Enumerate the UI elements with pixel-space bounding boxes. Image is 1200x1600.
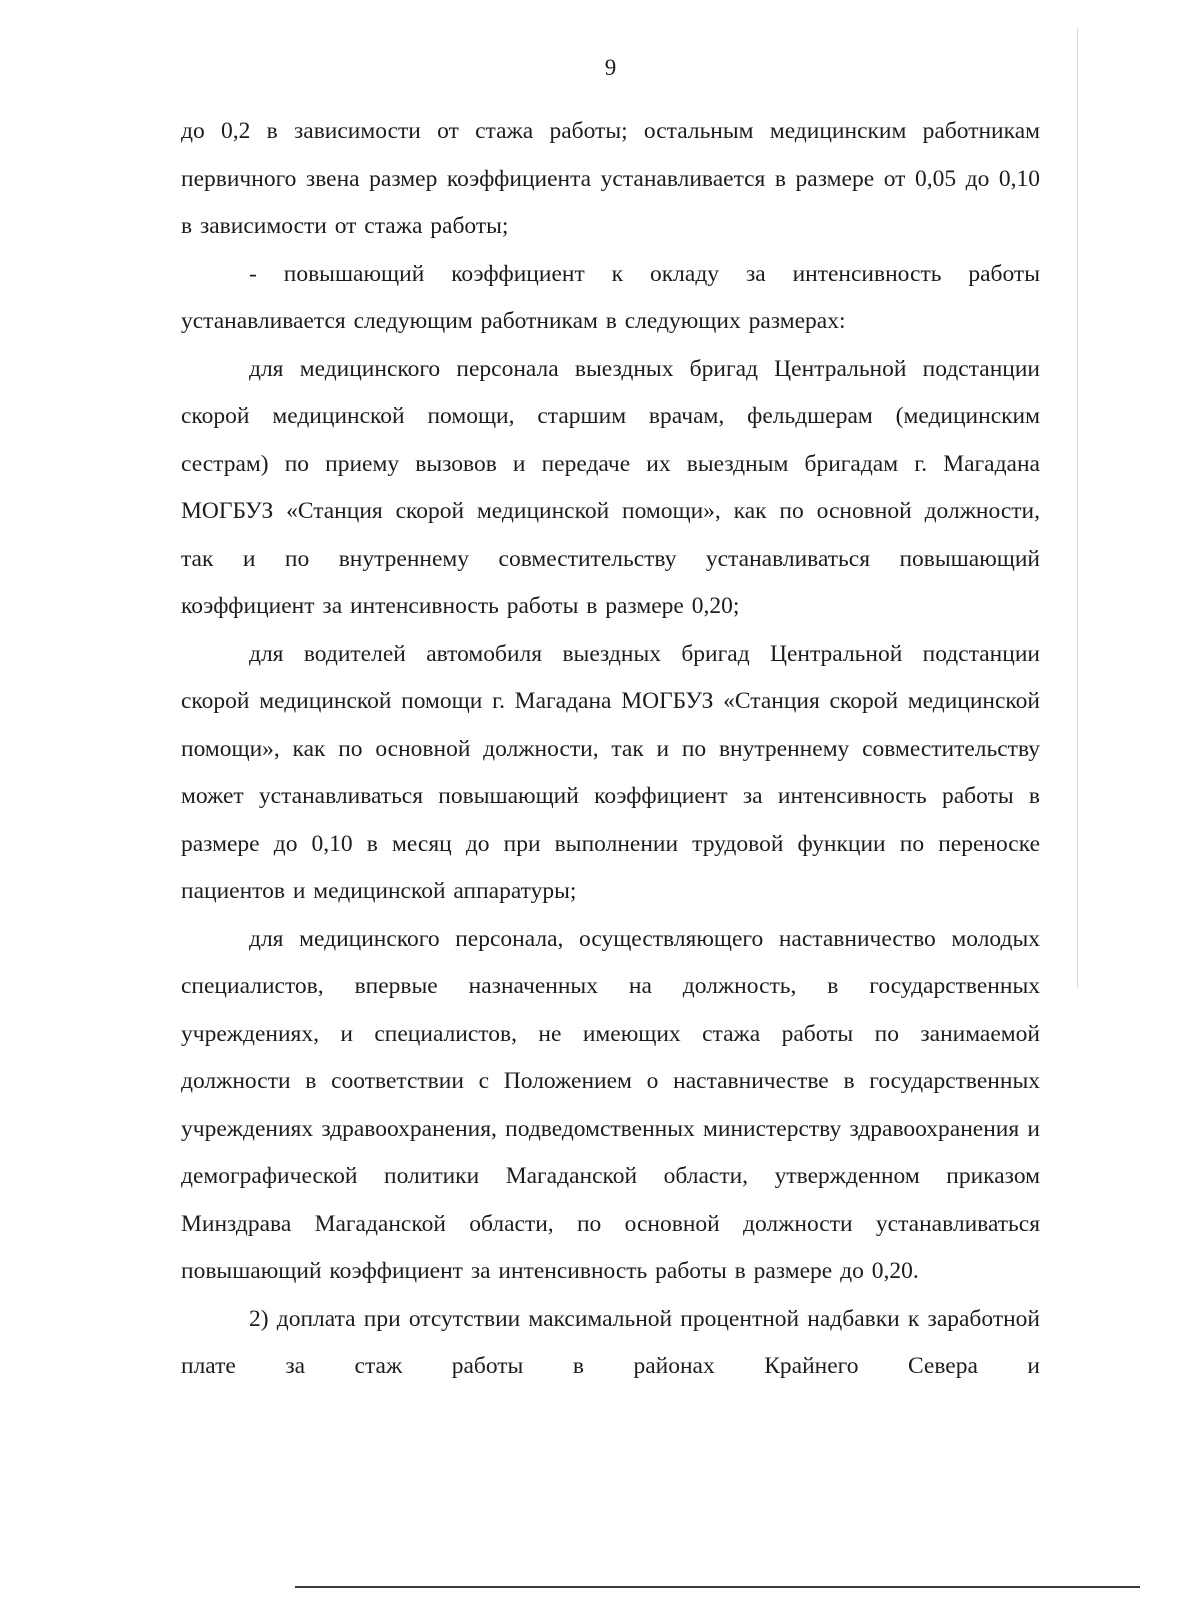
paragraph: 2) доплата при отсутствии максимальной процентной надбавки к заработной плате за стаж работы в районах Крайнего Севера и <box>181 1305 1040 1379</box>
paragraph: для медицинского персонала выездных бригад Центральной подстанции скорой медицинской помощи, старшим врачам, фельдшерам (медицинским сестрам) по приему вызовов и передаче их выездным бригадам г. Магадана МОГБУЗ «Станция скорой медицинской помощи», как по основной должности, так и по внутреннему совместительству устанавливаться повышающий коэффициент за интенсивность работы в размере 0,20; <box>181 355 1040 619</box>
paragraph: до 0,2 в зависимости от стажа работы; остальным медицинским работникам первичного звена размер коэффициента устанавливается в размере от 0,05 до 0,10 в зависимости от стажа работы; <box>181 118 1040 239</box>
paragraph: для медицинского персонала, осуществляющего наставничество молодых специалистов, впервые назначенных на должность, в государственных учреждениях, и специалистов, не имеющих стажа работы по занимаемой должности в соответствии с Положением о наставничестве в государственных учреждениях здравоохранения, подведомственных министерству здравоохранения и демографической политики Магаданской области, утвержденном приказом Минздрава Магаданской области, по основной должности устанавливаться повышающий коэффициент за интенсивность работы в размере до 0,20. <box>181 925 1040 1284</box>
document-body <box>181 108 1040 1391</box>
paragraph: для водителей автомобиля выездных бригад Центральной подстанции скорой медицинской помощи г. Магадана МОГБУЗ «Станция скорой медицинской помощи», как по основной должности, так и по внутреннему совместительству может устанавливаться повышающий коэффициент за интенсивность работы в размере до 0,10 в месяц до при выполнении трудовой функции по переноске пациентов и медицинской аппаратуры; <box>181 640 1040 904</box>
scan-artifact-bottom-line <box>295 1586 1140 1588</box>
paragraph: - повышающий коэффициент к окладу за интенсивность работы устанавливается следующим работникам в следующих размерах: <box>181 260 1040 334</box>
page-number: 9 <box>604 55 617 80</box>
scan-artifact-vertical-line <box>1077 28 1078 988</box>
